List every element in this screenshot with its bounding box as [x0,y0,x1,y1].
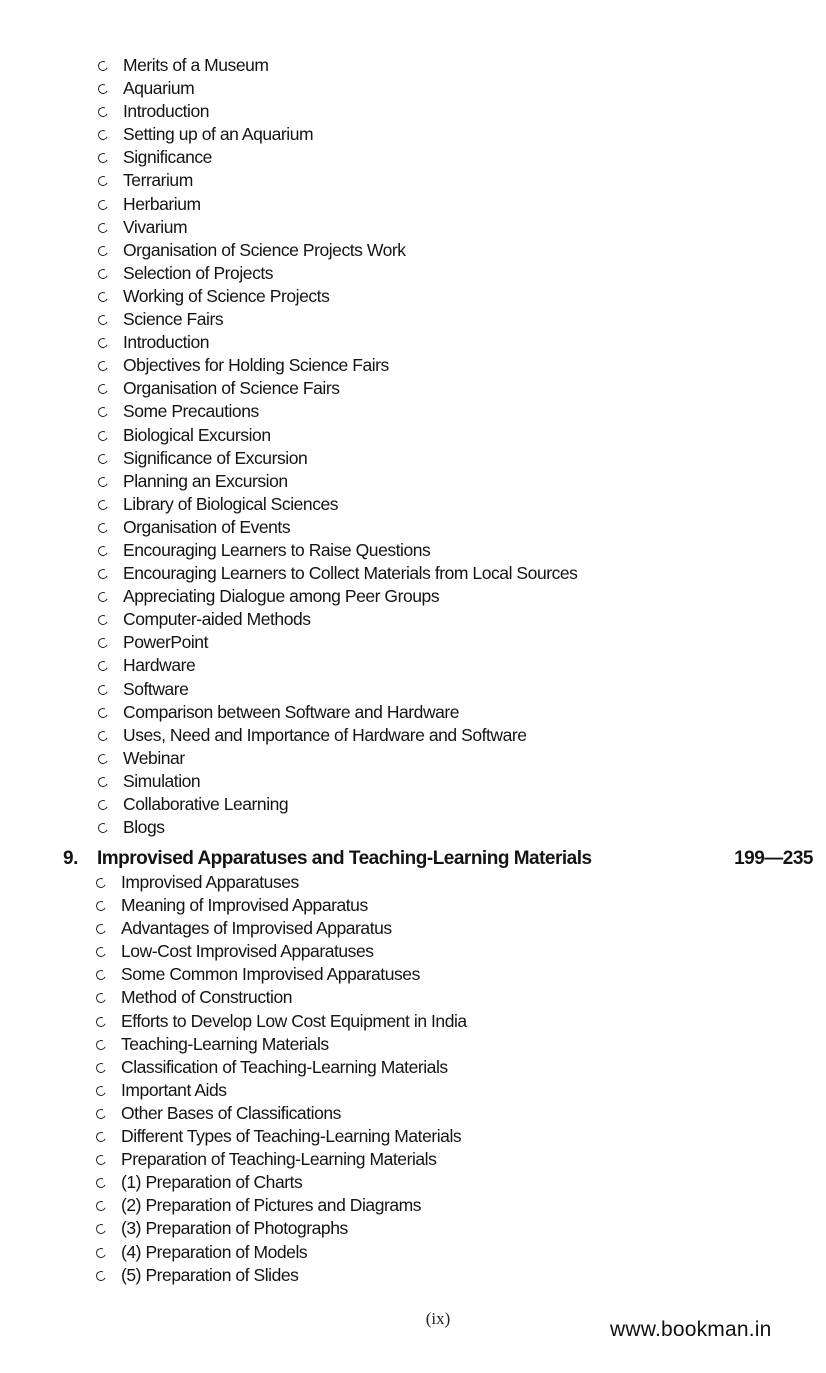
list-item-label: Organisation of Science Projects Work [123,239,406,260]
list-item-label: Significance of Excursion [123,447,308,468]
bullet-circle-icon [95,1131,108,1144]
list-item-label: Significance [123,147,212,168]
list-item-label: Advantages of Improvised Apparatus [121,918,392,939]
bullet-circle-icon [97,521,110,534]
bullet-circle-icon [97,452,110,465]
list-item-label: Collaborative Learning [123,794,289,814]
bullet-circle-icon [97,267,110,280]
bullet-circle-icon [95,1038,108,1051]
list-item-label: Important Aids [121,1079,227,1100]
list-item-label: Introduction [123,101,210,122]
bullet-circle-icon [97,822,110,835]
list-item-label: Some Precautions [123,401,259,422]
list-item-label: Library of Biological Sciences [123,493,339,514]
list-item-label: (3) Preparation of Photographs [121,1218,348,1239]
chapter-title: Improvised Apparatuses and Teaching-Learning Materials [97,848,592,869]
bullet-circle-icon [97,337,110,350]
bullet-circle-icon [95,1200,108,1213]
list-item-label: Low-Cost Improvised Apparatuses [121,941,374,962]
list-item-label: Vivarium [123,216,188,237]
list-item-label: Improvised Apparatuses [121,872,299,892]
bullet-circle-icon [95,992,108,1005]
bullet-circle-icon [97,83,110,96]
list-item-label: Organisation of Science Fairs [123,378,340,399]
chapter-number: 9. [63,848,78,869]
bullet-circle-icon [97,314,110,327]
list-item-label: Method of Construction [121,987,293,1008]
bullet-circle-icon [97,221,110,234]
bullet-circle-icon [95,900,108,913]
bullet-circle-icon [97,683,110,696]
list-item-label: Different Types of Teaching-Learning Materials [121,1126,462,1147]
list-item-label: Blogs [123,817,165,838]
list-item-label: Teaching-Learning Materials [121,1033,329,1054]
bullet-circle-icon [97,799,110,812]
list-item-label: Herbarium [123,193,201,214]
bullet-circle-icon [97,106,110,119]
bullet-circle-icon [97,568,110,581]
list-item-label: Uses, Need and Importance of Hardware and Software [123,724,527,745]
bullet-circle-icon [97,637,110,650]
bullet-circle-icon [95,1269,108,1282]
bullet-circle-icon [97,775,110,788]
bullet-circle-icon [95,877,108,890]
bullet-circle-icon [97,475,110,488]
list-item-label: Computer-aided Methods [123,609,311,630]
chapter-page-range: 199—235 [734,848,813,869]
list-item-label: (1) Preparation of Charts [121,1172,303,1193]
list-item-label: Preparation of Teaching-Learning Materials [121,1149,437,1170]
bullet-circle-icon [95,1223,108,1236]
bullet-circle-icon [97,198,110,211]
list-item-label: Efforts to Develop Low Cost Equipment in India [121,1010,467,1031]
list-item-label: Software [123,678,189,699]
bullet-circle-icon [97,291,110,304]
bullet-circle-icon [97,129,110,142]
list-item-label: (5) Preparation of Slides [121,1264,299,1285]
list-item-label: Terrarium [123,170,193,191]
bullet-circle-icon [95,923,108,936]
bullet-circle-icon [97,591,110,604]
bullet-circle-icon [97,752,110,765]
page-number: (ix) [425,1309,451,1328]
bullet-circle-icon [97,175,110,188]
bullet-circle-icon [97,60,110,73]
list-item-label: (2) Preparation of Pictures and Diagrams [121,1195,422,1216]
list-item-label: Other Bases of Classifications [121,1102,341,1123]
chapter-heading [63,846,815,872]
list-item-label: Appreciating Dialogue among Peer Groups [123,586,440,607]
website-link[interactable]: www.bookman.in [610,1318,772,1341]
list-item-label: Webinar [123,747,185,768]
bullet-circle-icon [97,244,110,257]
list-item-label: Planning an Excursion [123,470,288,491]
bullet-circle-icon [97,383,110,396]
list-item-label: Some Common Improvised Apparatuses [121,964,420,985]
bullet-circle-icon [95,1015,108,1028]
bullet-circle-icon [97,706,110,719]
bullet-circle-icon [95,1084,108,1097]
bullet-circle-icon [97,660,110,673]
list-item-label: Organisation of Events [123,516,291,537]
bullet-circle-icon [97,406,110,419]
bullet-circle-icon [97,498,110,511]
bullet-circle-icon [97,152,110,165]
bullet-circle-icon [95,1246,108,1259]
list-item-label: Hardware [123,655,196,676]
list-item-label: Comparison between Software and Hardware [123,701,460,722]
list-item-label: Aquarium [123,78,195,99]
bullet-circle-icon [97,545,110,558]
list-item-label: (4) Preparation of Models [121,1241,308,1262]
list-item-label: Objectives for Holding Science Fairs [123,355,389,376]
list-item-label: Setting up of an Aquarium [123,124,314,145]
bullet-circle-icon [97,429,110,442]
list-item-label: Introduction [123,332,210,353]
list-item-label: Encouraging Learners to Collect Materials from Local Sources [123,563,578,584]
bullet-circle-icon [95,1108,108,1121]
list-item-label: Biological Excursion [123,424,271,445]
list-item-label: Merits of a Museum [123,55,269,75]
list-item-label: Selection of Projects [123,262,274,283]
bullet-circle-icon [95,969,108,982]
list-item-label: Classification of Teaching-Learning Materials [121,1056,448,1077]
list-item-label: Working of Science Projects [123,285,330,306]
list-item-label: Meaning of Improvised Apparatus [121,895,368,916]
bullet-circle-icon [95,1177,108,1190]
bullet-circle-icon [95,946,108,959]
bullet-circle-icon [95,1061,108,1074]
list-item-label: PowerPoint [123,632,208,653]
bullet-circle-icon [95,1154,108,1167]
bullet-circle-icon [97,729,110,742]
bullet-circle-icon [97,614,110,627]
list-item-label: Simulation [123,770,201,791]
bullet-circle-icon [97,360,110,373]
list-item-label: Encouraging Learners to Raise Questions [123,539,431,560]
list-item-label: Science Fairs [123,309,224,330]
